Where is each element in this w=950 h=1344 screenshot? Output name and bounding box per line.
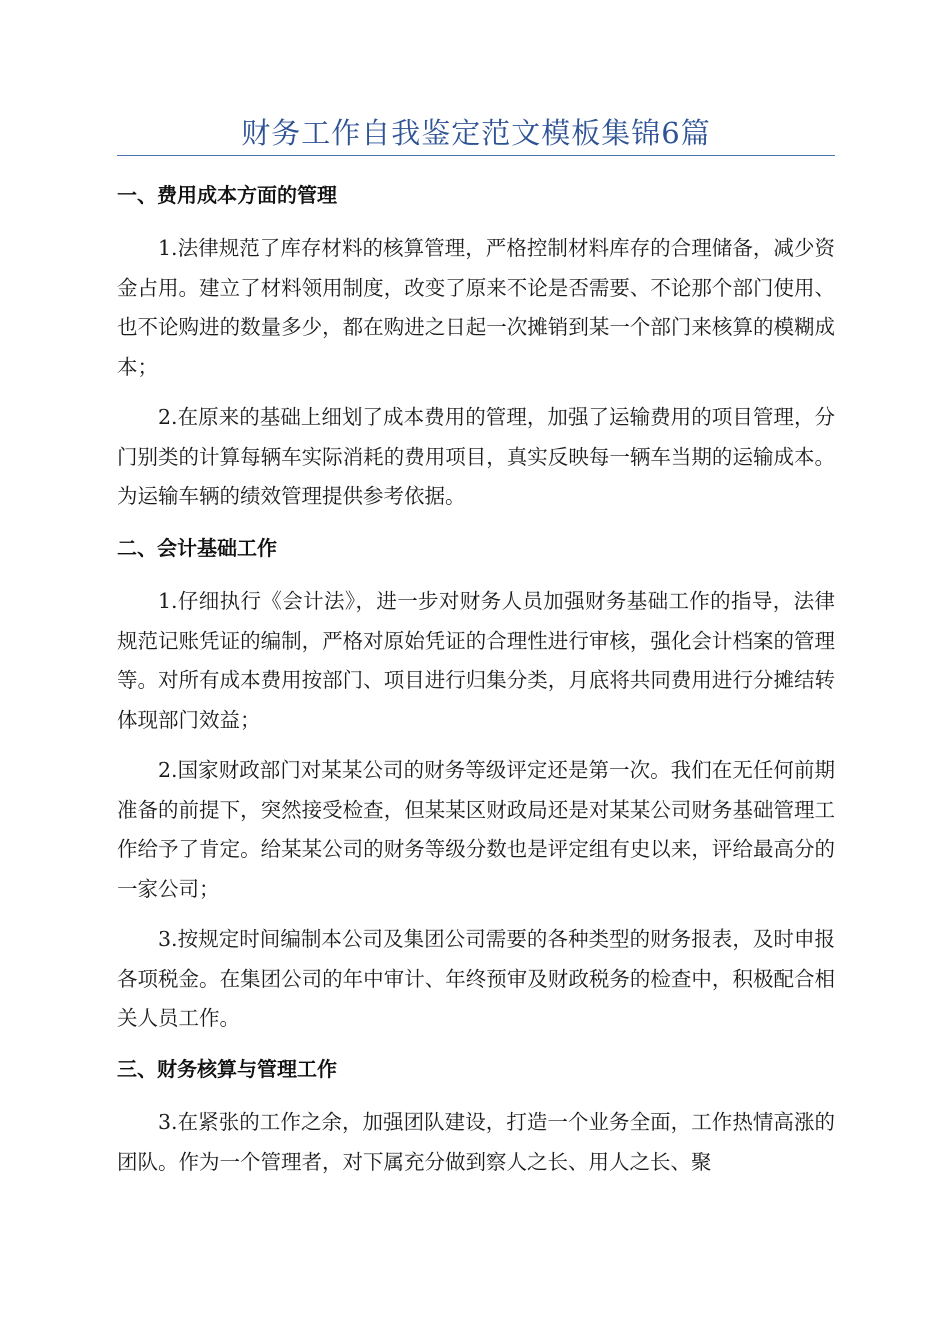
document-title: 财务工作自我鉴定范文模板集锦6篇 — [241, 116, 711, 150]
section-1-paragraph-1: 1.法律规范了库存材料的核算管理，严格控制材料库存的合理储备，减少资金占用。建立了材料领用制度，改变了原来不论是否需要、不论那个部门使用、也不论购进的数量多少，都在购进之日起一次摊销到某一个部门来核算的模糊成本； — [117, 236, 835, 379]
section-heading-3: 三、财务核算与管理工作 — [117, 1057, 337, 1081]
section-1-paragraph-2: 2.在原来的基础上细划了成本费用的管理，加强了运输费用的项目管理，分门别类的计算每辆车实际消耗的费用项目，真实反映每一辆车当期的运输成本。为运输车辆的绩效管理提供参考依据。 — [117, 405, 835, 508]
section-2-paragraph-2: 2.国家财政部门对某某公司的财务等级评定还是第一次。我们在无任何前期准备的前提下，突然接受检查，但某某区财政局还是对某某公司财务基础管理工作给予了肯定。给某某公司的财务等级分数也是评定组有史以来，评给最高分的一家公司； — [117, 758, 835, 901]
section-heading-2: 二、会计基础工作 — [117, 536, 277, 560]
section-3-paragraph-1: 3.在紧张的工作之余，加强团队建设，打造一个业务全面，工作热情高涨的团队。作为一个管理者，对下属充分做到察人之长、用人之长、聚 — [117, 1110, 835, 1174]
section-2-paragraph-3: 3.按规定时间编制本公司及集团公司需要的各种类型的财务报表，及时申报各项税金。在集团公司的年中审计、年终预审及财政税务的检查中，积极配合相关人员工作。 — [117, 927, 835, 1030]
title-underline — [117, 155, 835, 156]
section-2-paragraph-1: 1.仔细执行《会计法》，进一步对财务人员加强财务基础工作的指导，法律规范记账凭证的编制，严格对原始凭证的合理性进行审核，强化会计档案的管理等。对所有成本费用按部门、项目进行归集分类，月底将共同费用进行分摊结转体现部门效益； — [117, 589, 835, 732]
section-heading-1: 一、费用成本方面的管理 — [117, 183, 337, 207]
